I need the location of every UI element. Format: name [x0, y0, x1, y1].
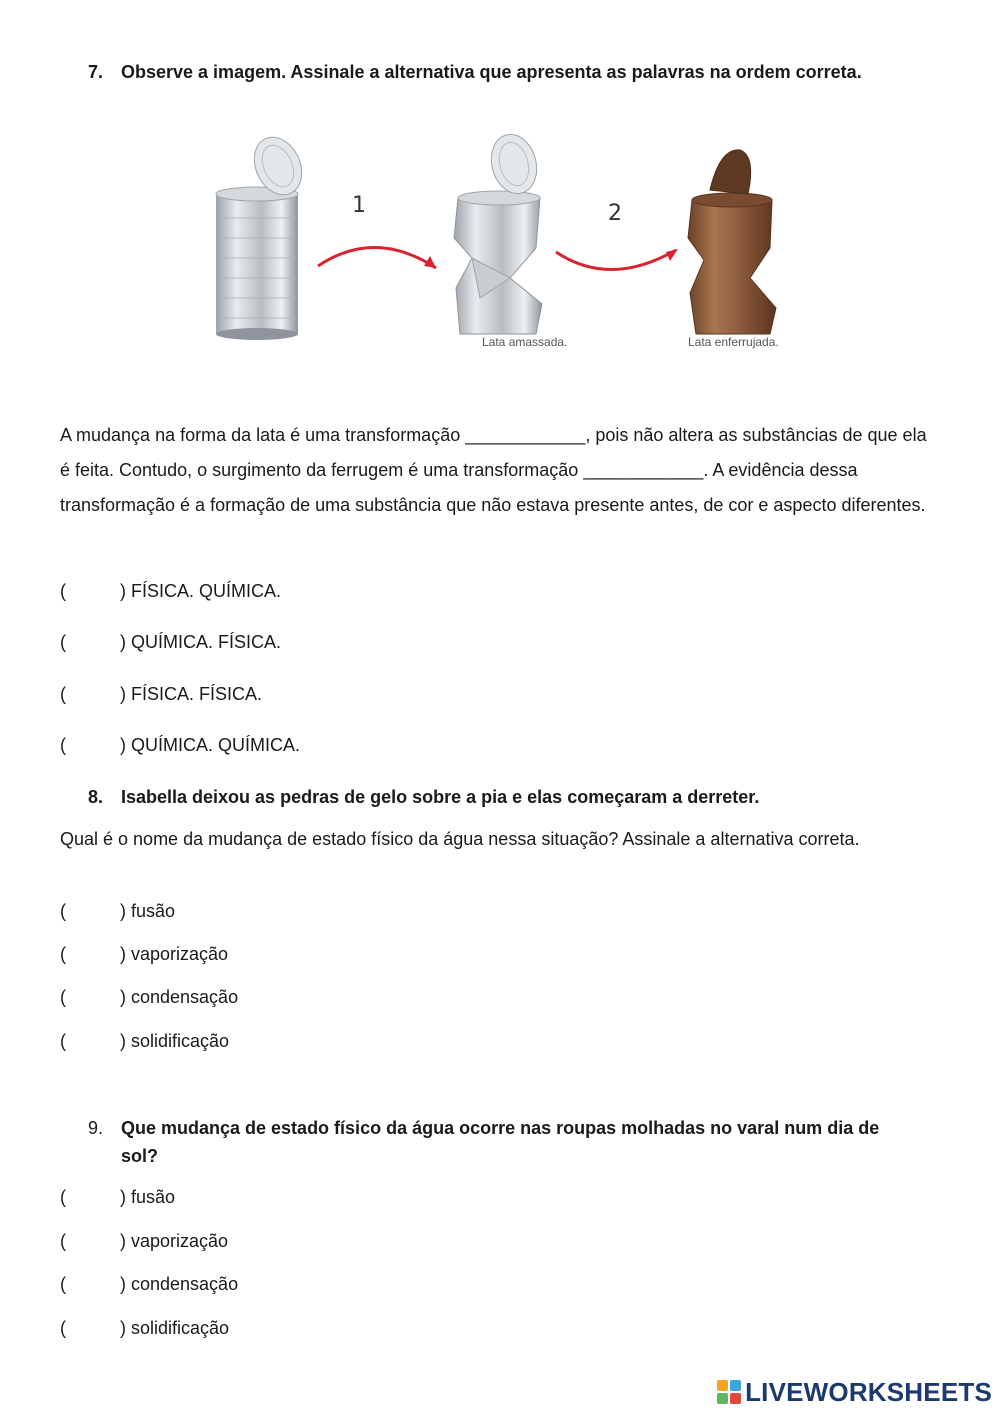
option-label: ) vaporização: [120, 1231, 229, 1251]
liveworksheets-logo: [717, 1377, 992, 1407]
question-number: 8.: [88, 787, 104, 807]
arrow-2-icon: [556, 249, 678, 270]
option-label: ) FÍSICA. FÍSICA.: [120, 684, 263, 704]
option-label: ) solidificação: [120, 1031, 230, 1051]
logo-text: LIVEWORKSHEETS: [745, 1376, 992, 1407]
question-7-title: [88, 58, 888, 86]
option-label: ) fusão: [120, 1187, 176, 1207]
question-number: 9.: [88, 1118, 104, 1138]
checkbox-paren[interactable]: (: [60, 987, 66, 1007]
option-label: ) solidificação: [120, 1318, 230, 1338]
option-label: ) vaporização: [120, 944, 229, 964]
question-text: Isabella deixou as pedras de gelo sobre a pia e elas começaram a derreter.: [121, 787, 760, 807]
question-8-title: [88, 783, 908, 811]
checkbox-paren[interactable]: (: [60, 1031, 66, 1051]
checkbox-paren[interactable]: (: [60, 901, 66, 921]
checkbox-paren[interactable]: (: [60, 684, 66, 704]
cans-figure: [210, 128, 820, 358]
option-label: ) QUÍMICA. FÍSICA.: [120, 632, 282, 652]
caption-rusted: Lata enferrujada.: [688, 335, 779, 349]
question-7-paragraph: A mudança na forma da lata é uma transformação ____________, pois não altera as substâncias de que ela é feita. Contudo, o surgimento da ferrugem é uma transformação ____________. A evidência dessa transformação é a formação de uma substância que não estava presente antes, de cor e aspecto diferentes.: [60, 425, 927, 515]
intact-can-icon: [216, 130, 311, 340]
arrow-1-icon: [318, 247, 436, 268]
checkbox-paren[interactable]: (: [60, 632, 66, 652]
logo-mark-icon: [717, 1380, 741, 1404]
option-label: ) QUÍMICA. QUÍMICA.: [120, 735, 300, 755]
rusted-can-icon: [688, 150, 776, 334]
question-text: Observe a imagem. Assinale a alternativa que apresenta as palavras na ordem correta.: [121, 62, 862, 82]
question-8-paragraph: Qual é o nome da mudança de estado físico da água nessa situação? Assinale a alternativa correta.: [60, 829, 860, 849]
checkbox-paren[interactable]: (: [60, 1231, 66, 1251]
crushed-can-icon: [454, 129, 543, 334]
question-9-title: [88, 1114, 918, 1170]
caption-crushed: Lata amassada.: [482, 335, 568, 349]
question-number: 7.: [88, 62, 104, 82]
option-label: ) condensação: [120, 1274, 239, 1294]
step-2-label: 2: [608, 201, 622, 226]
checkbox-paren[interactable]: (: [60, 735, 66, 755]
option-label: ) condensação: [120, 987, 239, 1007]
cans-illustration: [210, 128, 820, 358]
question-text: Que mudança de estado físico da água ocorre nas roupas molhadas no varal num dia de sol?: [121, 1118, 880, 1166]
checkbox-paren[interactable]: (: [60, 944, 66, 964]
step-1-label: 1: [352, 193, 366, 218]
checkbox-paren[interactable]: (: [60, 1187, 66, 1207]
checkbox-paren[interactable]: (: [60, 1274, 66, 1294]
option-label: ) fusão: [120, 901, 176, 921]
option-label: ) FÍSICA. QUÍMICA.: [120, 581, 282, 601]
checkbox-paren[interactable]: (: [60, 1318, 66, 1338]
checkbox-paren[interactable]: (: [60, 581, 66, 601]
